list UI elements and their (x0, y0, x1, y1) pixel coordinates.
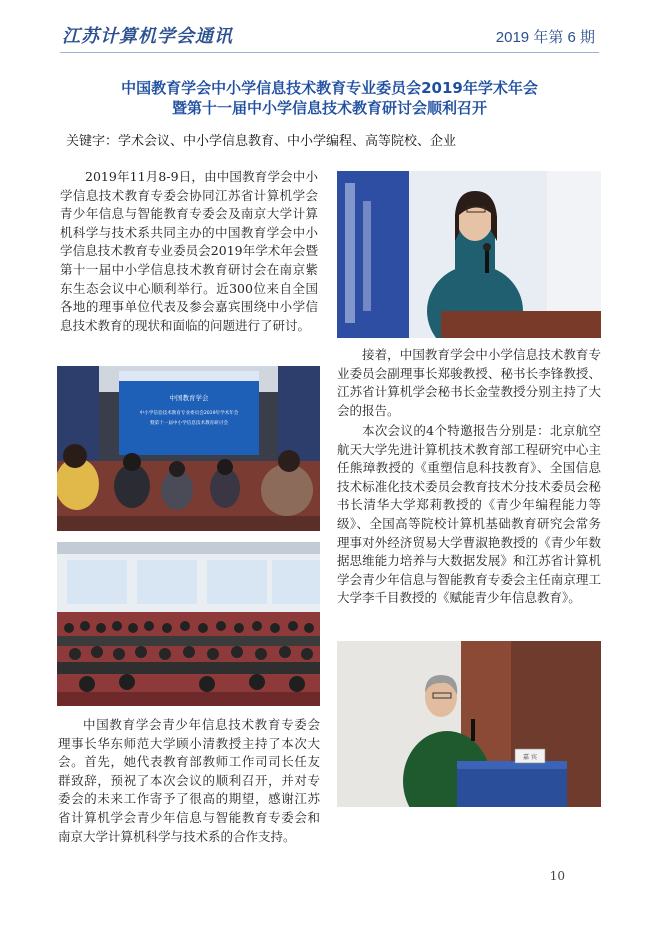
article-title (60, 78, 599, 118)
page-number: 10 (549, 869, 565, 883)
banner-text-line3: 暨第十一届中小学信息技术教育研讨会 (149, 421, 229, 426)
article-keywords: 关键字：学术会议、中小学信息教育、中小学编程、高等院校、企业 (66, 134, 457, 149)
article-title-line1: 中国教育学会中小学信息技术教育专业委员会2019年学术年会 (121, 79, 538, 97)
paragraph-intro: 2019年11月8-9日，由中国教育学会中小学信息技术教育专委会协同江苏省计算机学会青少年信息与智能教育专委会及南京大学计算机科学与技术系共同主办的中国教育学会中小学信息技术教育专业委员会2019年学术年会暨第十一届中小学信息技术教育研讨会在南京紫东生态会议中心顺利举行。近300位来自全国各地的理事单位代表及参会嘉宾围绕中小学信息技术教育的现状和面临的问题进行了研讨。 (60, 169, 318, 333)
paragraph-chairs: 接着，中国教育学会中小学信息技术教育专业委员会副理事长郑骏教授、秘书长李锋教授、江苏省计算机学会秘书长金莹教授分别主持了大会的报告。 (337, 347, 601, 418)
audience-hall-photo (57, 542, 320, 706)
male-speaker-photo (337, 641, 601, 807)
female-speaker-photo (337, 171, 601, 338)
podium-name-sign: 嘉 宾 (523, 754, 537, 761)
banner-text-line2: 中小学信息技术教育专业委员会2019年学术年会 (139, 411, 239, 416)
journal-name: 江苏计算机学会通讯 (62, 26, 233, 47)
article-title-line2: 暨第十一届中小学信息技术教育研讨会顺利召开 (171, 99, 487, 117)
paragraph-host: 中国教育学会青少年信息技术教育专委会理事长华东师范大学顾小清教授主持了本次大会。首先，她代表教育部教师工作司司长任友群致辞，预祝了本次会议的顺利召开，并对专委会的未来工作寄予了很高的期望，感谢江苏省计算机学会青少年信息与智能教育专委会和南京大学计算机科学与技术系的合作支持。 (58, 717, 320, 844)
banner-text-line1: 中国教育学会 (169, 394, 209, 402)
conference-stage-photo (57, 366, 320, 531)
header-divider (60, 52, 599, 53)
paragraph-reports: 本次会议的4个特邀报告分别是：北京航空航天大学先进计算机技术教育部工程研究中心主任熊璋教授的《重塑信息科技教育》、全国信息技术标准化技术委员会教育技术分技术委员会秘书长清华大学郑莉教授的《青少年编程能力等级》、全国高等院校计算机基础教育研究会常务理事对外经济贸易大学曹淑艳教授的《青少年数据思维能力培养与大数据发展》和江苏省计算机学会青少年信息与智能教育专委会主任南京理工大学李千目教授的《赋能青少年信息教育》。 (337, 423, 601, 606)
issue-label: 2019 年第 6 期 (495, 29, 595, 46)
